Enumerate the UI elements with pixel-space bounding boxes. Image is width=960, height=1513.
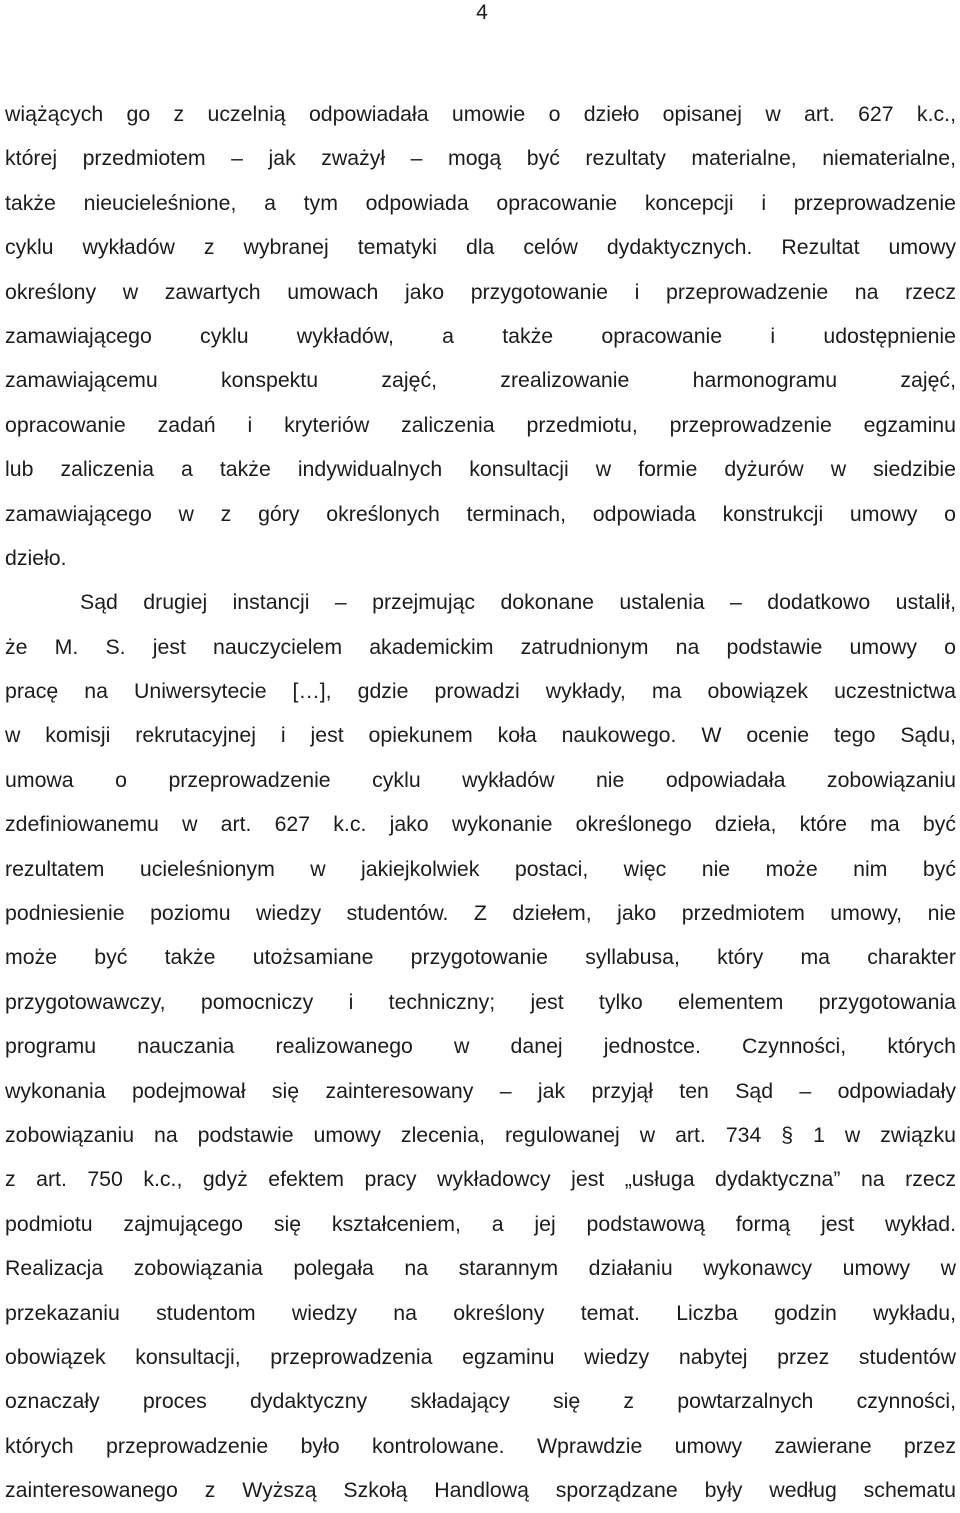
text-line: z art. 750 k.c., gdyż efektem pracy wykładowcy jest „usługa dydaktyczna” na rzecz	[5, 1167, 956, 1192]
text-line: Realizacja zobowiązania polegała na starannym działaniu wykonawcy umowy w	[5, 1256, 956, 1281]
text-line: której przedmiotem – jak zważył – mogą być rezultaty materialne, niematerialne,	[5, 146, 956, 171]
text-line: w komisji rekrutacyjnej i jest opiekunem koła naukowego. W ocenie tego Sądu,	[5, 723, 956, 748]
paragraph-start-line: Sąd drugiej instancji – przejmując dokonane ustalenia – dodatkowo ustalił,	[80, 590, 956, 615]
text-line: umowa o przeprowadzenie cyklu wykładów nie odpowiadała zobowiązaniu	[5, 767, 956, 792]
text-line: programu nauczania realizowanego w danej jednostce. Czynności, których	[5, 1034, 956, 1059]
paragraph-end-line: dzieło.	[5, 545, 67, 570]
text-line: zobowiązaniu na podstawie umowy zlecenia, regulowanej w art. 734 § 1 w związku	[5, 1122, 956, 1147]
text-line: zainteresowanego z Wyższą Szkołą Handlową sporządzane były według schematu	[5, 1478, 956, 1503]
body-text	[5, 92, 956, 1513]
text-line: lub zaliczenia a także indywidualnych konsultacji w formie dyżurów w siedzibie	[5, 457, 956, 482]
text-line: przekazaniu studentom wiedzy na określony temat. Liczba godzin wykładu,	[5, 1300, 956, 1325]
text-line: że M. S. jest nauczycielem akademickim zatrudnionym na podstawie umowy o	[5, 634, 956, 659]
text-line: podmiotu zajmującego się kształceniem, a jej podstawową formą jest wykład.	[5, 1211, 956, 1236]
page-number: 4	[476, 1, 488, 24]
text-line: których przeprowadzenie było kontrolowane. Wprawdzie umowy zawierane przez	[5, 1433, 956, 1458]
text-line: zamawiającego cyklu wykładów, a także opracowanie i udostępnienie	[5, 323, 956, 348]
text-line: określony w zawartych umowach jako przygotowanie i przeprowadzenie na rzecz	[5, 279, 956, 304]
text-line: rezultatem ucieleśnionym w jakiejkolwiek postaci, więc nie może nim być	[5, 856, 956, 881]
text-line: zamawiającemu konspektu zajęć, zrealizowanie harmonogramu zajęć,	[5, 368, 956, 393]
text-line: obowiązek konsultacji, przeprowadzenia egzaminu wiedzy nabytej przez studentów	[5, 1344, 956, 1369]
text-line: przygotowawczy, pomocniczy i techniczny; jest tylko elementem przygotowania	[5, 989, 956, 1014]
text-line: cyklu wykładów z wybranej tematyki dla celów dydaktycznych. Rezultat umowy	[5, 235, 956, 260]
text-line: oznaczały proces dydaktyczny składający się z powtarzalnych czynności,	[5, 1389, 956, 1414]
text-line: zamawiającego w z góry określonych terminach, odpowiada konstrukcji umowy o	[5, 501, 956, 526]
text-line: wiążących go z uczelnią odpowiadała umowie o dzieło opisanej w art. 627 k.c.,	[5, 102, 956, 126]
text-line: także nieucieleśnione, a tym odpowiada opracowanie koncepcji i przeprowadzenie	[5, 190, 956, 215]
text-line: pracę na Uniwersytecie […], gdzie prowadzi wykłady, ma obowiązek uczestnictwa	[5, 679, 956, 704]
text-line: zdefiniowanemu w art. 627 k.c. jako wykonanie określonego dzieła, które ma być	[5, 812, 956, 837]
text-line: może być także utożsamiane przygotowanie syllabusa, który ma charakter	[5, 945, 956, 970]
text-line: wykonania podejmował się zainteresowany – jak przyjął ten Sąd – odpowiadały	[5, 1078, 956, 1103]
text-line: opracowanie zadań i kryteriów zaliczenia przedmiotu, przeprowadzenie egzaminu	[5, 412, 956, 437]
text-line: podniesienie poziomu wiedzy studentów. Z dziełem, jako przedmiotem umowy, nie	[5, 901, 956, 926]
